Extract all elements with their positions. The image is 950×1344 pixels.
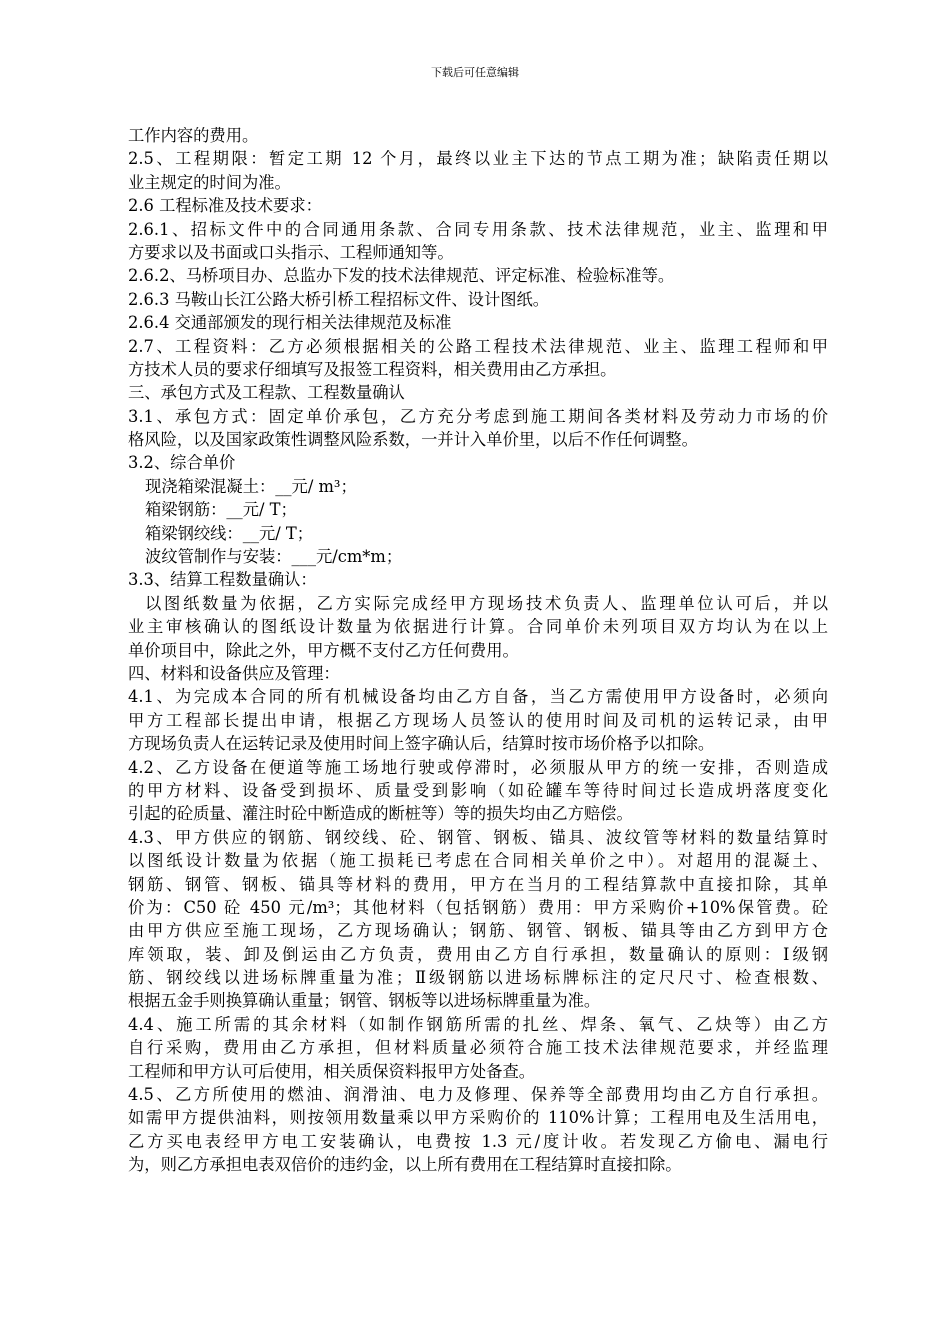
text-line: 4.3、甲方供应的钢筋、钢绞线、砼、钢管、钢板、锚具、波纹管等材料的数量结算时: [128, 827, 828, 847]
text-line: 以图纸数量为依据，乙方实际完成经甲方现场技术负责人、监理单位认可后，并以: [145, 593, 828, 613]
text-line: 箱梁钢绞线：__元/ T；: [145, 523, 314, 543]
text-line: 3.2、综合单价: [128, 453, 236, 473]
text-line: 单价项目中，除此之外，甲方概不支付乙方任何费用。: [128, 640, 519, 660]
text-line: 以图纸设计数量为依据（施工损耗已考虑在合同相关单价之中）。对超用的混凝土、: [128, 851, 828, 871]
text-line: 乙方买电表经甲方电工安装确认，电费按 1.3 元/度计收。若发现乙方偷电、漏电行: [128, 1131, 828, 1151]
text-line: 现浇箱梁混凝土：__元/ m³；: [145, 476, 357, 496]
text-line: 由甲方供应至施工现场，乙方现场确认；钢筋、钢管、钢板、锚具等由乙方到甲方仓: [128, 921, 828, 941]
text-line: 为，则乙方承担电表双倍价的违约金，以上所有费用在工程结算时直接扣除。: [128, 1155, 682, 1175]
text-line: 方要求以及书面或口头指示、工程师通知等。: [128, 242, 454, 262]
text-line: 2.6.4 交通部颁发的现行相关法律规范及标准: [128, 313, 452, 333]
text-line: 格风险，以及国家政策性调整风险系数，一并计入单价里，以后不作任何调整。: [128, 430, 698, 450]
text-line: 4.5、乙方所使用的燃油、润滑油、电力及修理、保养等全部费用均由乙方自行承担。: [128, 1085, 828, 1105]
text-line: 库领取，装、卸及倒运由乙方负责，费用由乙方自行承担，数量确认的原则：Ⅰ级钢: [128, 944, 828, 964]
text-line: 方现场负责人在运转记录及使用时间上签字确认后，结算时按市场价格予以扣除。: [128, 734, 715, 754]
text-line: 4.2、乙方设备在便道等施工场地行驶或停滞时，必须服从甲方的统一安排，否则造成: [128, 757, 828, 777]
text-line: 引起的砼质量、灌注时砼中断造成的断桩等）等的损失均由乙方赔偿。: [128, 804, 633, 824]
page-header-note: 下载后可任意编辑: [431, 66, 519, 79]
text-line: 自行采购，费用由乙方承担，但材料质量必须符合施工技术法律规范要求，并经监理: [128, 1038, 828, 1058]
text-line: 四、材料和设备供应及管理：: [128, 663, 340, 683]
text-line: 3.3、结算工程数量确认：: [128, 570, 317, 590]
text-line: 箱梁钢筋：__元/ T；: [145, 500, 297, 520]
text-line: 根据五金手则换算确认重量；钢管、钢板等以进场标牌重量为准。: [128, 991, 601, 1011]
text-line: 波纹管制作与安装：___元/cm*m；: [145, 547, 403, 567]
text-line: 工作内容的费用。: [128, 126, 259, 145]
text-line: 3.1、承包方式：固定单价承包，乙方充分考虑到施工期间各类材料及劳动力市场的价: [128, 406, 828, 426]
text-line: 4.1、为完成本合同的所有机械设备均由乙方自备，当乙方需使用甲方设备时，必须向: [128, 687, 828, 707]
text-line: 2.7、工程资料：乙方必须根据相关的公路工程技术法律规范、业主、监理工程师和甲: [128, 336, 828, 356]
text-line: 价为：C50 砼 450 元/m³；其他材料（包括钢筋）费用：甲方采购价+10%保管费。砼: [128, 897, 828, 917]
document-body: [128, 124, 828, 1177]
text-line: 业主审核确认的图纸设计数量为依据进行计算。合同单价未列项目双方均认为在以上: [128, 617, 828, 637]
text-line: 方技术人员的要求仔细填写及报签工程资料，相关费用由乙方承担。: [128, 359, 617, 379]
text-line: 筋、钢绞线以进场标牌重量为准；Ⅱ级钢筋以进场标牌标注的定尺尺寸、检查根数、: [128, 968, 828, 988]
text-line: 2.5、工程期限：暂定工期 12 个月，最终以业主下达的节点工期为准；缺陷责任期以: [128, 149, 828, 169]
text-line: 工程师和甲方认可后使用，相关质保资料报甲方处备查。: [128, 1061, 536, 1081]
text-line: 如需甲方提供油料，则按领用数量乘以甲方采购价的 110%计算；工程用电及生活用电，: [128, 1108, 828, 1128]
text-line: 的甲方材料、设备受到损坏、质量受到影响（如砼罐车等待时间过长造成坍落度变化: [128, 780, 828, 800]
text-line: 甲方工程部长提出申请，根据乙方现场人员签认的使用时间及司机的运转记录，由甲: [128, 710, 828, 730]
text-line: 业主规定的时间为准。: [128, 172, 291, 192]
text-line: 2.6.1、招标文件中的合同通用条款、合同专用条款、技术法律规范，业主、监理和甲: [128, 219, 828, 239]
text-line: 三、承包方式及工程款、工程数量确认: [128, 383, 405, 403]
text-line: 2.6.2、马桥项目办、总监办下发的技术法律规范、评定标准、检验标准等。: [128, 266, 675, 286]
text-line: 钢筋、钢管、钢板、锚具等材料的费用，甲方在当月的工程结算款中直接扣除，其单: [128, 874, 828, 894]
text-line: 4.4、施工所需的其余材料（如制作钢筋所需的扎丝、焊条、氧气、乙炔等）由乙方: [128, 1014, 828, 1034]
text-line: 2.6.3 马鞍山长江公路大桥引桥工程招标文件、设计图纸。: [128, 289, 550, 309]
text-line: 2.6 工程标准及技术要求：: [128, 196, 322, 216]
